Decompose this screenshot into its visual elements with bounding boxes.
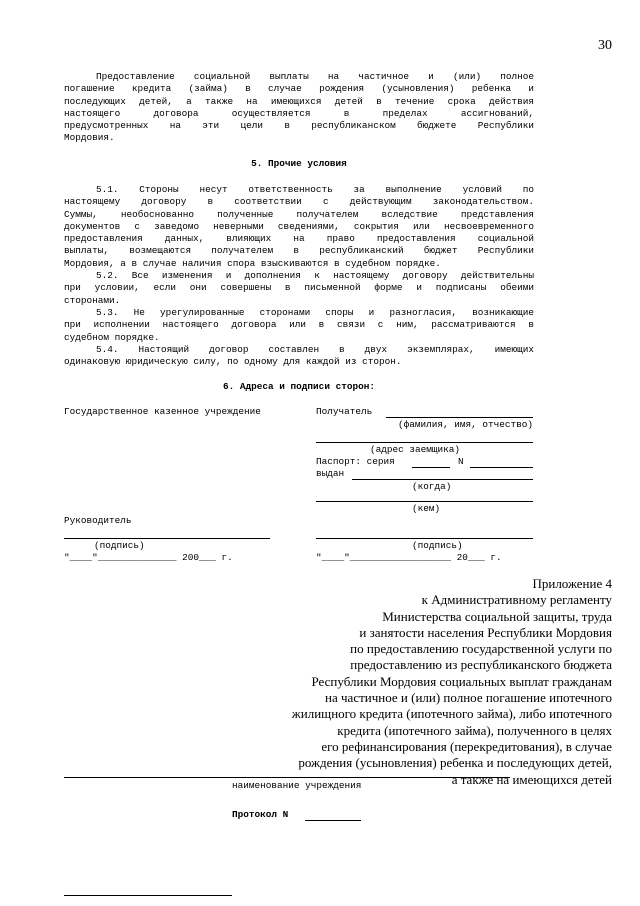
clause-line: при условии, если они совершены в письменной форме и подписаны обеими xyxy=(64,282,534,294)
when-caption: (когда) xyxy=(412,481,452,492)
appendix-line: его рефинансирования (перекредитования), в случае xyxy=(321,738,612,754)
appendix-line: к Административному регламенту xyxy=(421,592,612,608)
appendix-line: кредита (ипотечного займа), полученного в целях xyxy=(337,722,612,738)
org-name-caption: наименование учреждения xyxy=(232,780,362,791)
right-signature-caption: (подпись) xyxy=(412,540,463,551)
head-label: Руководитель xyxy=(64,515,132,526)
intro-line: настоящего договора осуществляется в пределах ассигнований, xyxy=(64,107,534,119)
recipient-label: Получатель xyxy=(316,406,373,417)
intro-line: Мордовия. xyxy=(64,132,115,144)
left-signature-caption: (подпись) xyxy=(94,540,145,551)
appendix-line: предоставлению из республиканского бюджета xyxy=(350,657,612,673)
clause-line: при исполнении настоящего договора или в связи с ним, рассматриваются в xyxy=(64,319,534,331)
clause-line: выплаты, возмещаются получателем в республиканский бюджет Республики xyxy=(64,245,534,257)
left-org-label: Государственное казенное учреждение xyxy=(64,406,261,417)
section-5-heading: 5. Прочие условия xyxy=(251,158,347,169)
clause-line: предоставления данных, влияющих на право предоставления социальной xyxy=(64,233,534,245)
appendix-line: рождения (усыновления) ребенка и последующих детей, xyxy=(298,755,612,771)
appendix-line: по предоставлению государственной услуги по xyxy=(350,641,612,657)
whom-caption: (кем) xyxy=(412,503,441,514)
clause-line: одинаковую юридическую силу, по одному для каждой из сторон. xyxy=(64,356,402,368)
section-5-body xyxy=(64,184,534,368)
protocol-label: Протокол N xyxy=(232,809,289,820)
clause-line: документов с заведомо неверными сведениями, сокрытия или несвоевременного xyxy=(64,220,534,232)
fio-caption: (фамилия, имя, отчество) xyxy=(397,419,533,430)
intro-line: Предоставление социальной выплаты на частичное и (или) полное xyxy=(96,71,534,82)
clause-line: Мордовия, а в случае наличия спора взыскиваются в судебном порядке. xyxy=(64,257,441,269)
section-6-heading: 6. Адреса и подписи сторон: xyxy=(223,381,375,392)
intro-line: погашение кредита (займа) в случае рождения (усыновления) ребенка и xyxy=(64,83,534,95)
right-signature-line[interactable] xyxy=(316,538,533,539)
passport-series-line[interactable] xyxy=(412,467,450,468)
right-date: "____"__________________ 20___ г. xyxy=(316,552,502,563)
clause-line: 5.3. Не урегулированные сторонами споры и разногласия, возникающие xyxy=(96,306,534,318)
issued-by-line[interactable] xyxy=(316,501,533,502)
appendix-line: а также на имеющихся детей xyxy=(451,771,612,787)
appendix-line: жилищного кредита (ипотечного займа), либо ипотечного xyxy=(291,706,612,722)
address-caption: (адрес заемщика) xyxy=(370,444,461,455)
intro-paragraph xyxy=(64,71,534,145)
appendix-header xyxy=(292,576,612,788)
appendix-line: и занятости населения Республики Мордовия xyxy=(359,624,612,640)
clause-line: 5.2. Все изменения и дополнения к настоящему договору действительны xyxy=(96,270,534,282)
clause-line: Суммы, необоснованно полученные получателем вследствие представления xyxy=(64,208,534,220)
intro-line: предусмотренных на эти цели в республиканском бюджете Республики xyxy=(64,120,534,132)
issued-label: выдан xyxy=(316,468,345,479)
appendix-line: Приложение 4 xyxy=(532,576,612,591)
issued-line[interactable] xyxy=(352,479,533,480)
passport-number-line[interactable] xyxy=(470,467,533,468)
page-number: 30 xyxy=(598,38,612,53)
clause-line: 5.1. Стороны несут ответственность за выполнение условий по xyxy=(96,184,534,195)
intro-line: последующих детей, а также на имеющихся детей в течение срока действия xyxy=(64,95,534,107)
appendix-line: Республики Мордовия социальных выплат гражданам xyxy=(311,673,612,689)
clause-line: настоящему договору в соответствии с действующим законодательством. xyxy=(64,196,534,208)
appendix-line: на частичное и (или) полное погашение ипотечного xyxy=(325,690,612,706)
left-signature-line xyxy=(64,538,270,539)
address-line[interactable] xyxy=(316,442,533,443)
clause-line: сторонами. xyxy=(64,294,121,306)
recipient-name-line[interactable] xyxy=(386,417,533,418)
clause-line: судебном порядке. xyxy=(64,331,160,343)
appendix-line: Министерства социальной защиты, труда xyxy=(382,608,612,624)
clause-line: 5.4. Настоящий договор составлен в двух экземплярах, имеющих xyxy=(96,343,534,355)
passport-label: Паспорт: серия xyxy=(316,456,395,467)
left-date: "____"______________ 200___ г. xyxy=(64,552,233,563)
org-name-line[interactable] xyxy=(64,777,510,778)
footnote-separator xyxy=(64,895,232,896)
passport-number-label: N xyxy=(458,456,464,467)
protocol-number-line[interactable] xyxy=(305,820,361,821)
